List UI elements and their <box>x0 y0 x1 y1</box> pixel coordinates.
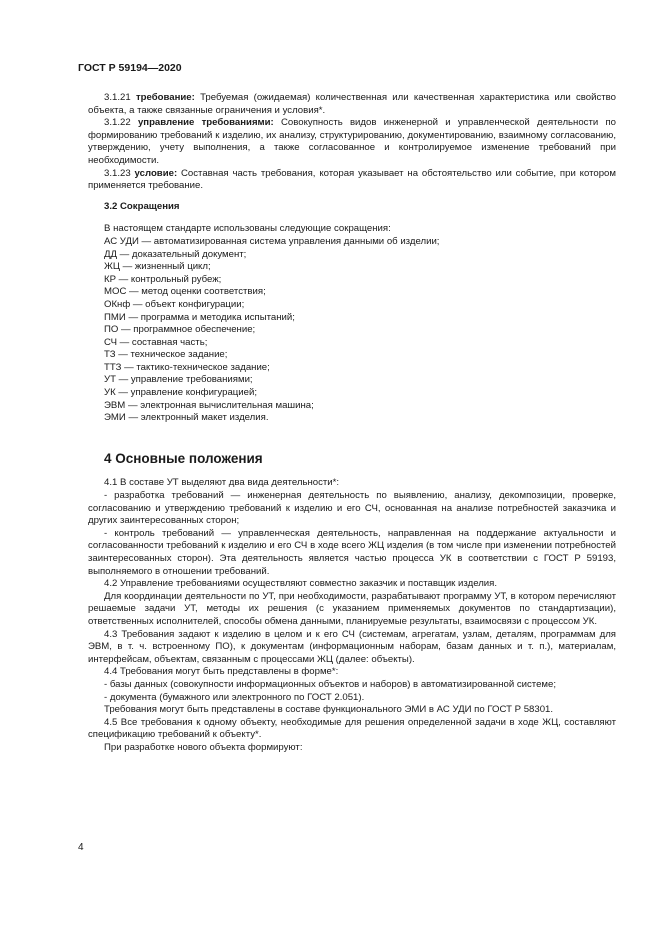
abbreviation-item: АС УДИ — автоматизированная система управления данными об изделии; <box>104 235 440 247</box>
abbreviations-list <box>88 236 616 425</box>
paragraph-4-5: 4.5 Все требования к одному объекту, необходимые для решения определенной задачи в ходе ЖЦ, составляют спецификацию требований к объекту*. <box>88 716 616 741</box>
page-body <box>88 92 616 755</box>
abbreviation-item: КР — контрольный рубеж; <box>104 273 222 285</box>
paragraph-emi: Требования могут быть представлены в составе функционального ЭМИ в АС УДИ по ГОСТ Р 58301. <box>104 704 554 716</box>
abbreviation-item: ТЗ — техническое задание; <box>104 349 228 361</box>
abbreviation-item: ТТЗ — тактико-техническое задание; <box>104 361 270 373</box>
abbreviation-item: ЭМИ — электронный макет изделия. <box>104 412 269 424</box>
list-item-requirements-control: - контроль требований — управленческая деятельность, направленная на поддержание актуальности и согласованности требований к изделию и его СЧ в ходе всего ЖЦ изделия (в том числе при изменении потребностей заинтересованных сторон). Эта деятельность является частью процесса УК в соответствии с ГОСТ Р 59193, выполняемого в отношении требований. <box>88 527 616 577</box>
definition-text: Требуемая (ожидаемая) количественная или качественная характеристика или свойство объекта, а также связанные ограничения и условия*. <box>88 92 616 116</box>
section-4-heading: 4 Основные положения <box>104 450 263 466</box>
list-item-document: - документа (бумажного или электронного по ГОСТ 2.051). <box>104 691 365 703</box>
abbreviation-item: УТ — управление требованиями; <box>104 374 253 386</box>
paragraph-program: Для координации деятельности по УТ, при необходимости, разрабатывают программу УТ, в котором перечисляют решаемые задачи УТ, методы их решения (с указанием применяемых документов по стандартизации), ответственных исполнителей, способы обмена данными, планируемые результаты, взаимосвязи с процессом УК. <box>88 590 616 627</box>
paragraph-new-object: При разработке нового объекта формируют: <box>104 741 303 753</box>
abbreviations-heading: 3.2 Сокращения <box>104 200 180 212</box>
definition-term: условие: <box>134 167 178 179</box>
abbreviation-item: ДД — доказательный документ; <box>104 248 247 260</box>
abbreviation-item: ОКнф — объект конфигурации; <box>104 298 245 310</box>
definition-term: управление требованиями: <box>137 117 274 129</box>
definition-text: Совокупность видов инженерной и управленческой деятельности по формированию требований к изделию, их анализу, структурированию, документированию, взаимному согласованию, утверждению, учету выполнения, а также согласованное и контролируемое изменение требований при необходимости. <box>88 117 616 166</box>
abbreviation-item: ЭВМ — электронная вычислительная машина; <box>104 399 314 411</box>
abbreviation-item: СЧ — составная часть; <box>104 336 208 348</box>
document-header: ГОСТ Р 59194—2020 <box>78 62 182 74</box>
abbreviation-item: ПО — программное обеспечение; <box>104 324 256 336</box>
page-number: 4 <box>78 842 84 853</box>
definition-3-1-21 <box>88 92 616 117</box>
abbreviations-intro: В настоящем стандарте использованы следующие сокращения: <box>104 223 391 235</box>
definition-number: 3.1.23 <box>104 167 131 179</box>
definition-3-1-22 <box>88 117 616 167</box>
definition-number: 3.1.22 <box>104 117 131 129</box>
paragraph-4-3: 4.3 Требования задают к изделию в целом и к его СЧ (системам, агрегатам, узлам, деталям, программам для ЭВМ, в т. ч. встроенному ПО), к документам (информационным наборам, базам данных и т. п.), материалам, интерфейсам, объектам, связанным с процессами ЖЦ (далее: объекты). <box>88 628 616 665</box>
definition-number: 3.1.21 <box>104 92 131 103</box>
abbreviation-item: МОС — метод оценки соответствия; <box>104 286 266 298</box>
paragraph-4-1: 4.1 В составе УТ выделяют два вида деятельности*: <box>104 477 340 489</box>
definition-3-1-23 <box>88 168 616 193</box>
definition-text: Составная часть требования, которая указывает на обстоятельство или событие, при котором применяется требование. <box>88 167 616 192</box>
paragraph-4-4: 4.4 Требования могут быть представлены в форме*: <box>104 666 339 678</box>
abbreviation-item: УК — управление конфигурацией; <box>104 387 258 399</box>
abbreviation-item: ЖЦ — жизненный цикл; <box>104 261 211 273</box>
definition-term: требование: <box>135 92 195 103</box>
list-item-database: - базы данных (совокупности информационных объектов и наборов) в автоматизированной системе; <box>104 678 557 690</box>
list-item-requirements-development: - разработка требований — инженерная деятельность по выявлению, анализу, декомпозиции, проверке, согласованию и утверждению требований к изделию и его СЧ, основанная на анализе потребностей заказчика и других заинтересованных сторон; <box>88 490 616 527</box>
paragraph-4-2: 4.2 Управление требованиями осуществляют совместно заказчик и поставщик изделия. <box>104 578 498 590</box>
abbreviation-item: ПМИ — программа и методика испытаний; <box>104 311 295 323</box>
